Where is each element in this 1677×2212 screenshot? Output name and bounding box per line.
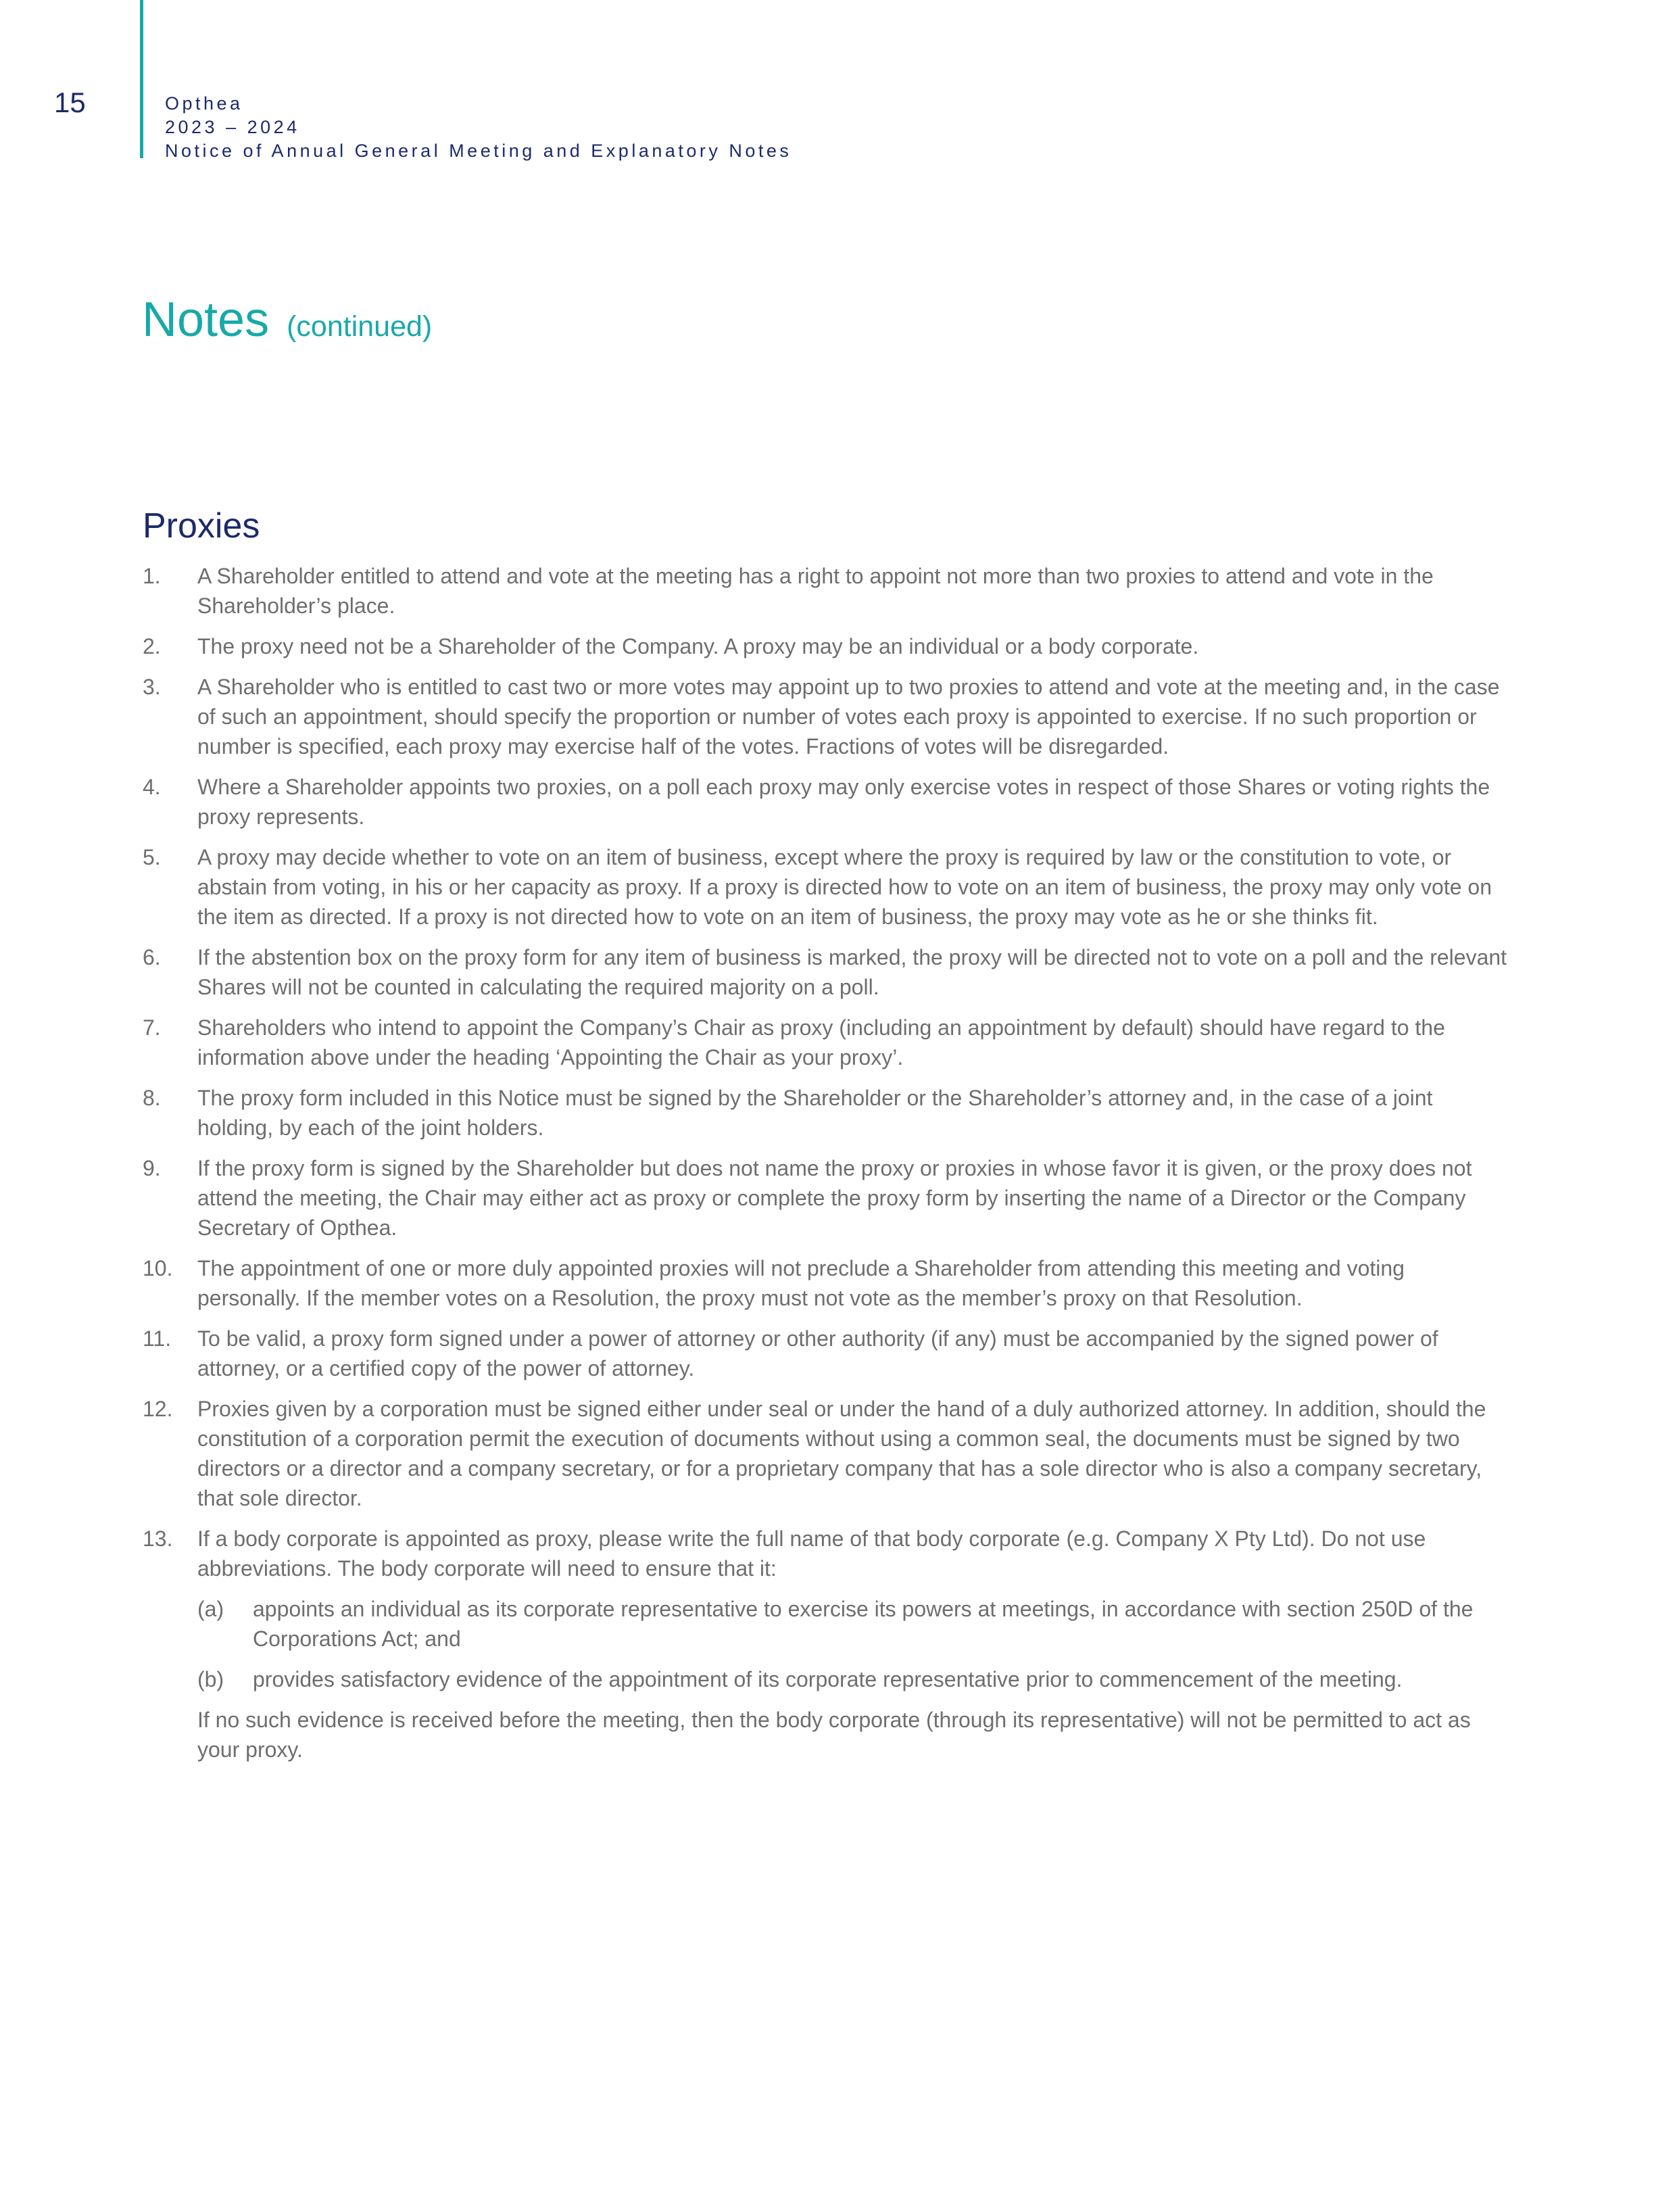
list-item-text: A Shareholder who is entitled to cast two or more votes may appoint up to two proxies to attend and vote at the meeting and, in the case of such an appointment, should specify the proportion or number of votes each proxy is appointed to exercise. If no such proportion or number is specified, each proxy may exercise half of the votes. Fractions of votes will be disregarded. [197,675,1500,759]
page-title [142,292,432,347]
sub-list-item [197,1664,1508,1694]
list-item [143,631,1508,661]
list-item [143,1013,1508,1072]
list-item-number: 10. [143,1256,173,1280]
sub-list-item-number: (a) [197,1597,224,1621]
proxies-list [143,561,1508,1775]
list-item [143,1153,1508,1243]
list-item-text: The proxy form included in this Notice must be signed by the Shareholder or the Shareholder’s attorney and, in the case of a joint holding, by each of the joint holders. [197,1086,1433,1140]
list-item [143,842,1508,932]
list-item [143,942,1508,1002]
sub-list-item [197,1594,1508,1654]
list-item [143,1524,1508,1764]
header-divider [140,0,143,158]
list-item-number: 2. [143,634,161,658]
header-document-title: Notice of Annual General Meeting and Explanatory Notes [165,141,792,161]
list-item [143,561,1508,621]
list-item [143,1083,1508,1143]
sub-list-item-number: (b) [197,1667,224,1691]
list-item-number: 7. [143,1015,161,1040]
list-item [143,772,1508,832]
list-item-text: A Shareholder entitled to attend and vote at the meeting has a right to appoint not more than two proxies to attend and vote in the Shareholder’s place. [197,564,1434,618]
list-item-text: Proxies given by a corporation must be signed either under seal or under the hand of a duly authorized attorney. In addition, should the constitution of a corporation permit the execution of documents without using a common seal, the documents must be signed by two directors or a director and a company secretary, or for a proprietary company that has a sole director who is also a company secretary, that sole director. [197,1397,1486,1510]
sub-list-item-text: appoints an individual as its corporate representative to exercise its powers at meetings, in accordance with section 250D of the Corporations Act; and [253,1597,1474,1651]
page-number: 15 [54,87,86,118]
list-item-number: 11. [143,1326,172,1351]
list-item [143,1253,1508,1313]
list-item [143,1394,1508,1513]
list-item-text: If the abstention box on the proxy form for any item of business is marked, the proxy will be directed not to vote on a poll and the relevant Shares will not be counted in calculating the required majority on a poll. [197,945,1507,999]
list-item-number: 8. [143,1086,161,1110]
list-item-number: 5. [143,845,161,869]
page-title-sub: (continued) [287,310,433,343]
section-heading: Proxies [143,506,260,546]
list-item-number: 3. [143,675,161,699]
list-item-trailing-paragraph: If no such evidence is received before the meeting, then the body corporate (through its representative) will not be permitted to act as your proxy. [197,1708,1471,1762]
list-item-text: If the proxy form is signed by the Shareholder but does not name the proxy or proxies in whose favor it is given, or the proxy does not attend the meeting, the Chair may either act as proxy or complete the proxy form by inserting the name of a Director or the Company Secretary of Opthea. [197,1156,1472,1240]
list-item-text: The proxy need not be a Shareholder of the Company. A proxy may be an individual or a body corporate. [197,634,1199,658]
list-item-number: 12. [143,1397,173,1421]
list-item-text: Shareholders who intend to appoint the Company’s Chair as proxy (including an appointment by default) should have regard to the information above under the heading ‘Appointing the Chair as your proxy’. [197,1015,1445,1069]
header-years: 2023 – 2024 [165,117,300,137]
list-item [143,1324,1508,1383]
list-item-number: 4. [143,775,161,799]
list-item-text: A proxy may decide whether to vote on an item of business, except where the proxy is required by law or the constitution to vote, or abstain from voting, in his or her capacity as proxy. If a proxy is directed how to vote on an item of business, the proxy may only vote on the item as directed. If a proxy is not directed how to vote on an item of business, the proxy may vote as he or she thinks fit. [197,845,1492,929]
list-item-text: To be valid, a proxy form signed under a power of attorney or other authority (if any) must be accompanied by the signed power of attorney, or a certified copy of the power of attorney. [197,1326,1438,1380]
running-header [165,92,792,163]
page-title-main: Notes [142,293,270,347]
list-item [143,672,1508,761]
list-item-number: 13. [143,1526,173,1551]
header-company: Opthea [165,93,243,114]
sub-list [197,1594,1508,1694]
list-item-text: The appointment of one or more duly appointed proxies will not preclude a Shareholder from attending this meeting and voting personally. If the member votes on a Resolution, the proxy must not vote as the member’s proxy on that Resolution. [197,1256,1405,1310]
list-item-text: If a body corporate is appointed as proxy, please write the full name of that body corporate (e.g. Company X Pty Ltd). Do not use abbreviations. The body corporate will need to ensure that it: [197,1526,1426,1581]
list-item-number: 1. [143,564,161,588]
list-item-number: 6. [143,945,161,969]
list-item-text: Where a Shareholder appoints two proxies, on a poll each proxy may only exercise votes in respect of those Shares or voting rights the proxy represents. [197,775,1490,829]
sub-list-item-text: provides satisfactory evidence of the appointment of its corporate representative prior to commencement of the meeting. [253,1667,1403,1691]
list-item-number: 9. [143,1156,161,1180]
